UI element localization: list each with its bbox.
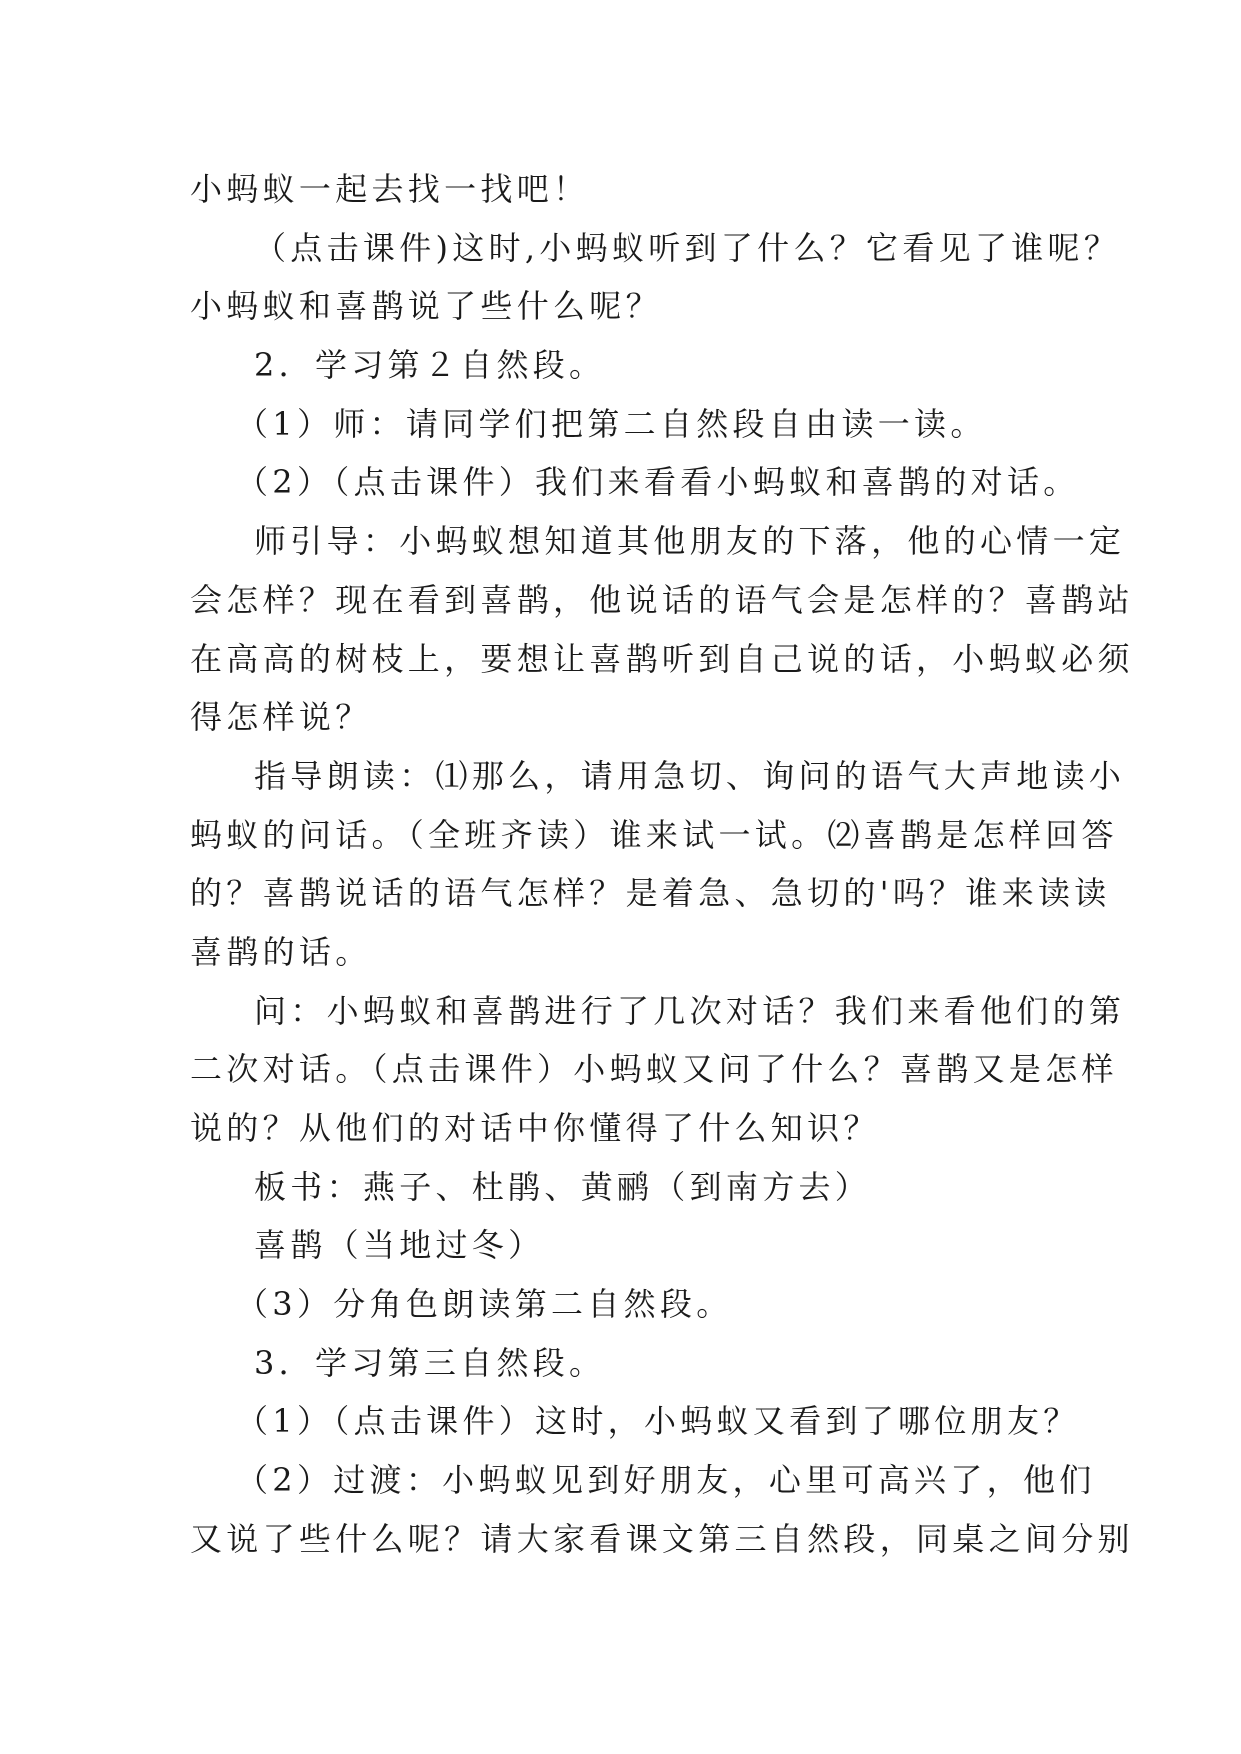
text-line: 说的？从他们的对话中你懂得了什么知识？ [190, 1109, 880, 1147]
text-line: 喜鹊的话。 [190, 932, 372, 971]
text-line: 2．学习第２自然段。 [254, 346, 606, 385]
text-line: （3）分角色朗读第二自然段。 [236, 1285, 733, 1324]
text-line: 又说了些什么呢？请大家看课文第三自然段，同桌之间分别 [190, 1519, 1134, 1558]
text-line: （1）（点击课件）这时，小蚂蚁又看到了哪位朋友？ [236, 1402, 1080, 1441]
text-line: 指导朗读：⑴那么，请用急切、询问的语气大声地读小 [254, 756, 1126, 795]
text-line: 3．学习第三自然段。 [254, 1343, 606, 1382]
text-line: 板书：燕子、杜鹃、黄鹂（到南方去） [254, 1167, 872, 1206]
text-line: （点击课件)这时,小蚂蚁听到了什么？它看见了谁呢？ [254, 228, 1121, 267]
text-line: 问：小蚂蚁和喜鹊进行了几次对话？我们来看他们的第 [254, 991, 1126, 1030]
text-line: （2）（点击课件）我们来看看小蚂蚁和喜鹊的对话。 [236, 463, 1080, 502]
text-line: 师引导：小蚂蚁想知道其他朋友的下落，他的心情一定 [254, 522, 1126, 561]
text-line: 的？喜鹊说话的语气怎样？是着急、急切的'吗？谁来读读 [190, 874, 1111, 913]
text-line: 在高高的树枝上，要想让喜鹊听到自己说的话，小蚂蚁必须 [190, 639, 1134, 678]
text-line: 小蚂蚁和喜鹊说了些什么呢？ [190, 287, 662, 326]
text-line: 会怎样？现在看到喜鹊，他说话的语气会是怎样的？喜鹊站 [190, 580, 1134, 619]
text-line: （1）师：请同学们把第二自然段自由读一读。 [236, 404, 987, 443]
text-line: 得怎样说？ [190, 698, 372, 737]
text-line: 二次对话。（点击课件）小蚂蚁又问了什么？喜鹊又是怎样 [190, 1050, 1118, 1089]
text-line: 蚂蚁的问话。（全班齐读）谁来试一试。⑵喜鹊是怎样回答 [190, 815, 1118, 854]
text-line: （2）过渡：小蚂蚁见到好朋友，心里可高兴了，他们 [236, 1461, 1096, 1500]
text-line: 小蚂蚁一起去找一找吧！ [190, 170, 590, 208]
text-line: 喜鹊（当地过冬） [254, 1226, 545, 1265]
body-text [190, 160, 1134, 1569]
